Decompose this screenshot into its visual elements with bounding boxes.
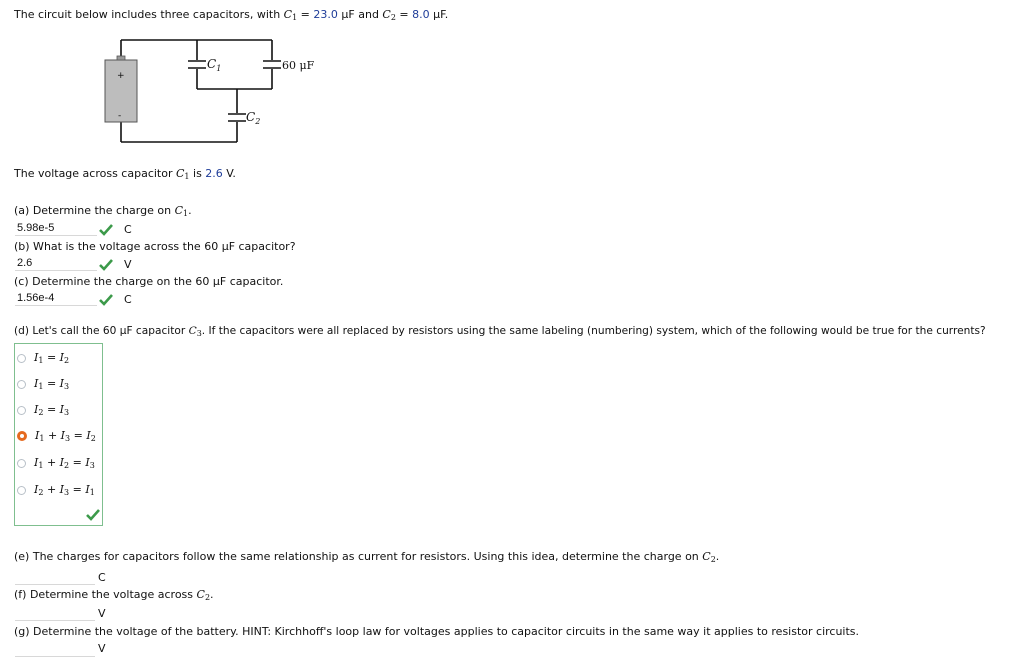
part-e-unit: C <box>98 571 106 584</box>
option-i1-eq-i3[interactable]: $I_1 = I_3$ <box>17 376 69 392</box>
svg-text:C1: $C_1$ <box>207 57 222 73</box>
option-i1-eq-i2[interactable]: $I_1 = I_2$ <box>17 350 69 366</box>
svg-text:-: - <box>118 111 122 121</box>
correct-check-icon <box>99 224 113 236</box>
circuit-diagram <box>95 34 325 146</box>
part-a-question: (a) Determine the charge on $C_1$. <box>14 204 192 218</box>
part-e-answer-field[interactable] <box>15 570 95 585</box>
part-c-unit: C <box>124 293 132 306</box>
svg-text:+: + <box>117 71 125 81</box>
part-d-question: (d) Let's call the 60 μF capacitor $C_3$. If the capacitors were all replaced by resistors using the same labeling (numbering) system, which of the following would be true for the currents? <box>14 325 986 338</box>
option-i2-eq-i3[interactable]: $I_2 = I_3$ <box>17 402 69 418</box>
part-g-answer-field[interactable] <box>15 642 95 657</box>
voltage-statement: The voltage across capacitor $C_1$ is 2.6 V. <box>14 167 236 181</box>
part-f-unit: V <box>98 607 106 620</box>
capacitor-c3-icon <box>263 61 281 68</box>
correct-check-icon <box>99 294 113 306</box>
part-b-answer-field[interactable]: 2.6 <box>15 256 97 271</box>
radio-button[interactable] <box>17 486 26 495</box>
svg-text:60 μF: 60 μF <box>282 59 315 72</box>
part-e-question: (e) The charges for capacitors follow the same relationship as current for resistors. Using this idea, determine the charge on $C_2$. <box>14 550 720 564</box>
radio-button-selected[interactable] <box>17 431 27 441</box>
radio-button[interactable] <box>17 380 26 389</box>
radio-button[interactable] <box>17 459 26 468</box>
svg-text:C2: $C_2$ <box>246 110 261 126</box>
part-c-answer-field[interactable]: 1.56e-4 <box>15 291 97 306</box>
radio-button[interactable] <box>17 354 26 363</box>
part-f-answer-field[interactable] <box>15 606 95 621</box>
part-b-unit: V <box>124 258 132 271</box>
capacitor-c2-icon <box>228 114 246 121</box>
part-f-question: (f) Determine the voltage across $C_2$. <box>14 588 214 602</box>
intro-text: The circuit below includes three capacitors, with $C_1 = 23.0$ μF and $C_2 = 8.0$ μF. <box>14 8 449 22</box>
part-c-question: (c) Determine the charge on the 60 μF capacitor. <box>14 275 284 288</box>
option-i1-plus-i2-eq-i3[interactable]: $I_1 + I_2 = I_3$ <box>17 455 95 471</box>
radio-button[interactable] <box>17 406 26 415</box>
correct-check-icon <box>99 259 113 271</box>
part-a-answer-field[interactable]: 5.98e-5 <box>15 221 97 236</box>
part-g-question: (g) Determine the voltage of the battery. HINT: Kirchhoff's loop law for voltages applies to capacitor circuits in the same way it applies to resistor circuits. <box>14 625 860 638</box>
part-g-unit: V <box>98 642 106 655</box>
capacitor-c1-icon <box>188 61 206 68</box>
part-b-question: (b) What is the voltage across the 60 μF capacitor? <box>14 240 296 253</box>
option-i1-plus-i3-eq-i2[interactable]: $I_1 + I_3 = I_2$ <box>17 428 96 444</box>
option-i2-plus-i3-eq-i1[interactable]: $I_2 + I_3 = I_1$ <box>17 482 95 498</box>
part-a-unit: C <box>124 223 132 236</box>
correct-check-icon <box>86 509 100 521</box>
